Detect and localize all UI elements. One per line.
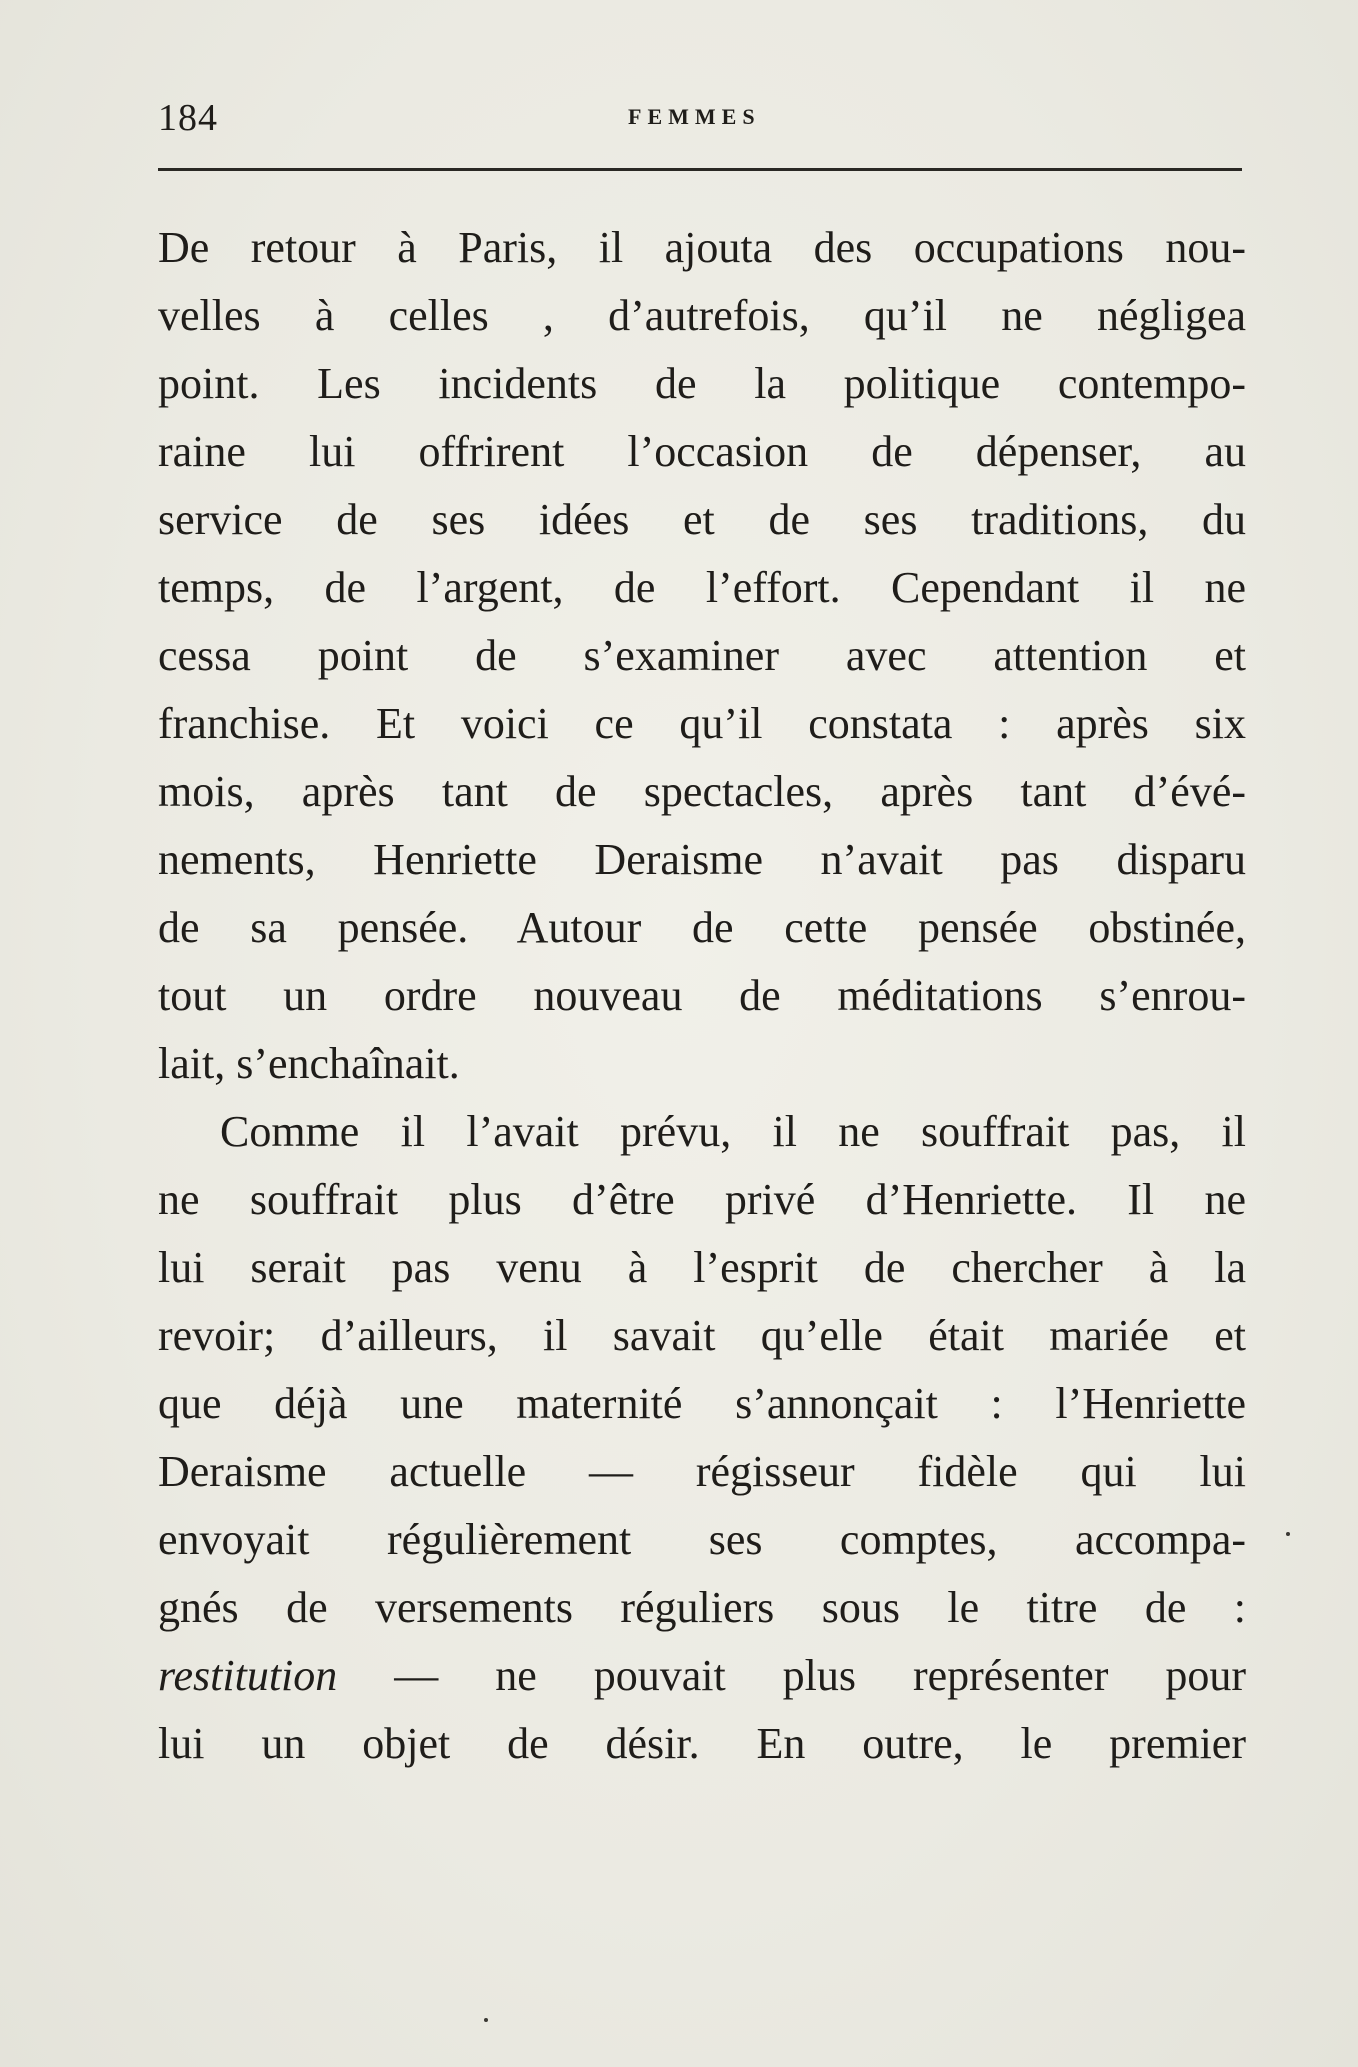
text-line: gnés de versements réguliers sous le titre de : xyxy=(158,1583,1246,1632)
text-line: mois, après tant de spectacles, après tant d’évé- xyxy=(158,767,1246,816)
page-header xyxy=(158,96,1242,146)
text-line: ne souffrait plus d’être privé d’Henriette. Il ne xyxy=(158,1175,1246,1224)
text-line: service de ses idées et de ses traditions, du xyxy=(158,495,1246,544)
text-line: temps, de l’argent, de l’effort. Cependant il ne xyxy=(158,563,1246,612)
header-rule xyxy=(158,168,1242,171)
text-line: que déjà une maternité s’annonçait : l’Henriette xyxy=(158,1379,1246,1428)
page-number: 184 xyxy=(158,97,218,139)
text-line: envoyait régulièrement ses comptes, accompa- xyxy=(158,1515,1246,1564)
print-speck xyxy=(1286,1532,1290,1536)
text-line: revoir; d’ailleurs, il savait qu’elle était mariée et xyxy=(158,1311,1246,1360)
body-text xyxy=(158,214,1246,1778)
text-line: lui un objet de désir. En outre, le premier xyxy=(158,1719,1246,1768)
running-head: FEMMES xyxy=(628,104,761,129)
text-line: de sa pensée. Autour de cette pensée obstinée, xyxy=(158,903,1246,952)
text-line: cessa point de s’examiner avec attention et xyxy=(158,631,1246,680)
text-line: tout un ordre nouveau de méditations s’enrou- xyxy=(158,971,1246,1020)
paragraph-end-line: lait, s’enchaînait. xyxy=(158,1039,460,1088)
paragraph-start-line: Comme il l’avait prévu, il ne souffrait pas, il xyxy=(220,1107,1246,1156)
text-line: raine lui offrirent l’occasion de dépenser, au xyxy=(158,427,1246,476)
line-remainder: — ne pouvait plus représenter pour xyxy=(337,1651,1246,1700)
text-line: nements, Henriette Deraisme n’avait pas disparu xyxy=(158,835,1246,884)
text-line: Deraisme actuelle — régisseur fidèle qui lui xyxy=(158,1447,1246,1496)
text-line xyxy=(158,1642,1246,1710)
italic-word: restitution xyxy=(158,1651,338,1700)
text-line: lui serait pas venu à l’esprit de chercher à la xyxy=(158,1243,1246,1292)
text-line: velles à celles , d’autrefois, qu’il ne négligea xyxy=(158,291,1246,340)
text-line: franchise. Et voici ce qu’il constata : après six xyxy=(158,699,1246,748)
print-speck xyxy=(484,2018,488,2022)
text-line: point. Les incidents de la politique contempo- xyxy=(158,359,1246,408)
text-line: De retour à Paris, il ajouta des occupations nou- xyxy=(158,223,1246,272)
